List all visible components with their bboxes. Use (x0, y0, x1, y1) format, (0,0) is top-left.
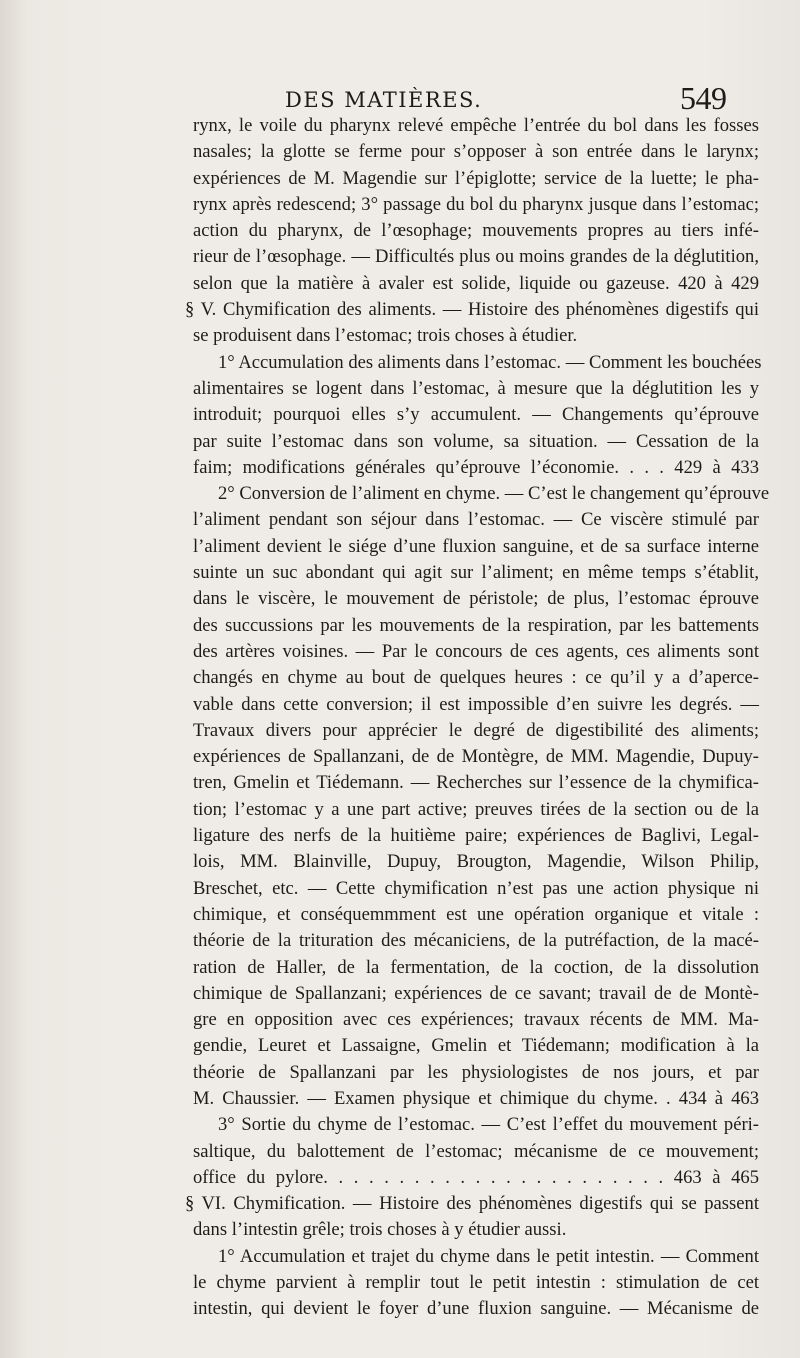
text-line: expériences de Spallanzani, de de Montègre, de MM. Magendie, Dupuy- (193, 746, 759, 768)
subsection-heading-line: 3° Sortie du chyme de l’estomac. — C’est l’effet du mouvement péri- (218, 1114, 759, 1136)
text-line: nasales; la glotte se ferme pour s’opposer à son entrée dans le larynx; (193, 141, 759, 163)
text-line: Breschet, etc. — Cette chymification n’est pas une action physique ni (193, 877, 759, 899)
text-line: expériences de M. Magendie sur l’épiglotte; service de la luette; le pha- (193, 167, 759, 189)
text-line: office du pylore. . . . . . . . . . . . . . . . . . . . . . . 463 à 465 (193, 1166, 759, 1188)
text-line: se produisent dans l’estomac; trois choses à étudier. (193, 325, 578, 347)
subsection-heading-line: 1° Accumulation des aliments dans l’estomac. — Comment les bouchées (218, 351, 762, 373)
text-line: vable dans cette conversion; il est impossible d’en suivre les degrés. — (193, 693, 759, 715)
text-line: dans le viscère, le mouvement de péristole; de plus, l’estomac éprouve (193, 588, 759, 610)
text-line: théorie de la trituration des mécaniciens, de la putréfaction, de la macé- (193, 930, 759, 952)
text-line: tion; l’estomac y a une part active; preuves tirées de la section ou de la (193, 798, 759, 820)
text-line: théorie de Spallanzani par les physiologistes de nos jours, et par (193, 1061, 759, 1083)
table-of-contents-text (185, 113, 770, 1323)
text-line: chimique, et conséquemmment est une opération organique et vitale : (193, 903, 759, 925)
text-line: l’aliment devient le siége d’une fluxion sanguine, et de sa surface interne (193, 535, 759, 557)
subsection-heading-line: 1° Accumulation et trajet du chyme dans le petit intestin. — Comment (218, 1245, 759, 1267)
text-line: chimique de Spallanzani; expériences de ce savant; travail de de Montè- (193, 982, 759, 1004)
text-line: introduit; pourquoi elles s’y accumulent. — Changements qu’éprouve (193, 404, 759, 426)
text-line: des succussions par les mouvements de la respiration, par les battements (193, 614, 759, 636)
text-line: M. Chaussier. — Examen physique et chimique du chyme. . 434 à 463 (193, 1087, 759, 1109)
text-line: rynx, le voile du pharynx relevé empêche l’entrée du bol dans les fosses (193, 115, 759, 136)
text-line: dans l’intestin grêle; trois choses à y étudier aussi. (193, 1219, 567, 1241)
text-line: Travaux divers pour apprécier le degré de digestibilité des aliments; (193, 719, 759, 741)
text-line: lois, MM. Blainville, Dupuy, Brougton, Magendie, Wilson Philip, (193, 851, 759, 873)
text-line: ligature des nerfs de la huitième paire; expériences de Baglivi, Legal- (193, 825, 759, 847)
subsection-heading-line: 2° Conversion de l’aliment en chyme. — C’est le changement qu’éprouve (218, 483, 770, 505)
text-line: rieur de l’œsophage. — Difficultés plus ou moins grandes de la déglutition, (193, 246, 759, 268)
text-line: des artères voisines. — Par le concours de ces agents, ces aliments sont (193, 640, 759, 662)
text-line: selon que la matière à avaler est solide, liquide ou gazeuse. 420 à 429 (193, 272, 759, 294)
text-line: ration de Haller, de la fermentation, de la coction, de la dissolution (193, 956, 759, 978)
text-line: faim; modifications générales qu’éprouve l’économie. . . . 429 à 433 (193, 456, 759, 478)
text-line: changés en chyme au bout de quelques heures : ce qu’il y a d’aperce- (193, 667, 759, 689)
text-line: par suite l’estomac dans son volume, sa situation. — Cessation de la (193, 430, 759, 452)
text-line: gre en opposition avec ces expériences; travaux récents de MM. Ma- (193, 1009, 759, 1031)
section-heading-line: § V. Chymification des aliments. — Histoire des phénomènes digestifs qui (185, 299, 759, 321)
text-line: rynx après redescend; 3° passage du bol du pharynx jusque dans l’estomac; (193, 193, 759, 215)
text-line: gendie, Leuret et Lassaigne, Gmelin et Tiédemann; modification à la (193, 1035, 759, 1057)
text-line: alimentaires se logent dans l’estomac, à mesure que la déglutition les y (193, 377, 759, 399)
running-head: DES MATIÈRES. (285, 88, 483, 112)
text-line: suinte un suc abondant qui agit sur l’aliment; en même temps s’établit, (193, 562, 759, 584)
text-line: saltique, du balottement de l’estomac; mécanisme de ce mouvement; (193, 1140, 759, 1162)
page-number: 549 (680, 80, 727, 116)
text-line: tren, Gmelin et Tiédemann. — Recherches sur l’essence de la chymifica- (193, 772, 759, 794)
text-line: l’aliment pendant son séjour dans l’estomac. — Ce viscère stimulé par (193, 509, 759, 531)
text-line: intestin, qui devient le foyer d’une fluxion sanguine. — Mécanisme de (193, 1298, 759, 1320)
section-heading-line: § VI. Chymification. — Histoire des phénomènes digestifs qui se passent (185, 1193, 759, 1215)
text-line: action du pharynx, de l’œsophage; mouvements propres au tiers infé- (193, 220, 759, 242)
text-line: le chyme parvient à remplir tout le petit intestin : stimulation de cet (193, 1272, 759, 1294)
